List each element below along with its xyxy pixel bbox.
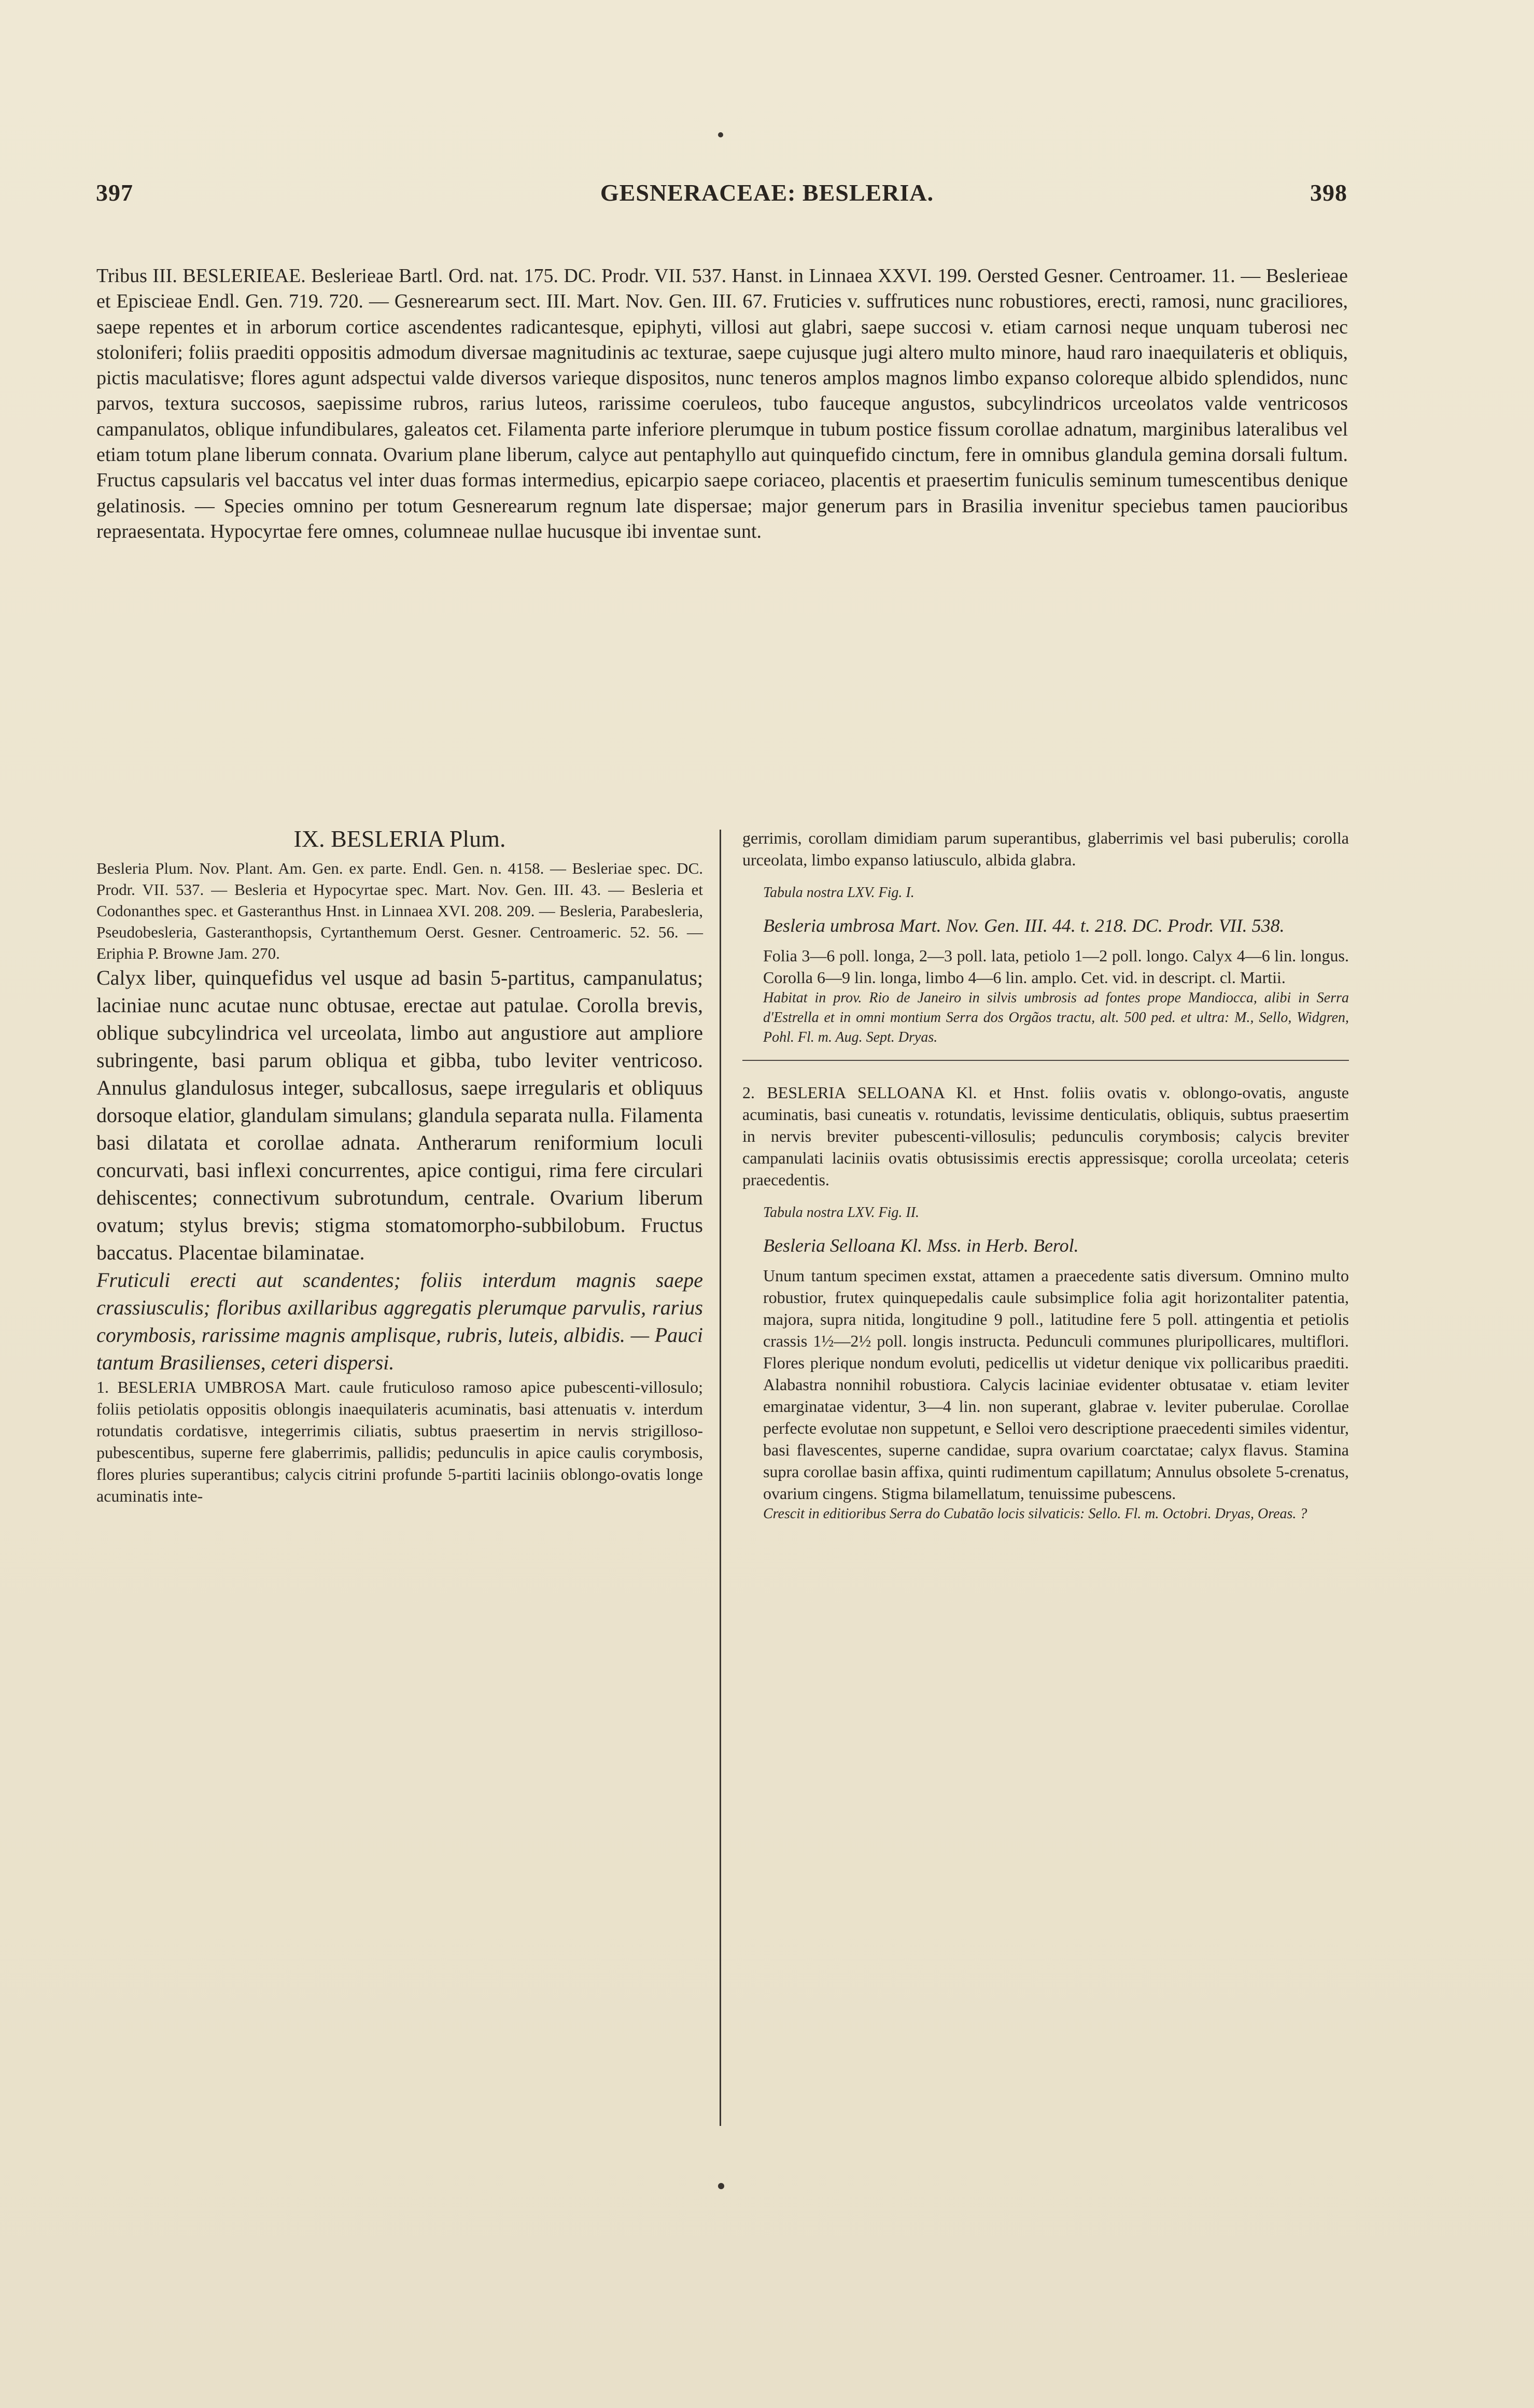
species-2-habitat: Crescit in editioribus Serra do Cubatão locis silvaticis: Sello. Fl. m. Octobri. Dryas, Oreas. ? — [763, 1506, 1307, 1522]
species-1-description: Folia 3—6 poll. longa, 2—3 poll. lata, petiolo 1—2 poll. longo. Calyx 4—6 lin. longus. Corolla 6—9 lin. longa, limbo 4—6 lin. amplo. Cet. vid. in descript. cl. Martii. — [763, 946, 1349, 987]
species-1-plate-reference: Tabula nostra LXV. Fig. I. — [763, 885, 914, 901]
column-divider — [720, 830, 721, 2126]
ink-dot — [718, 132, 723, 137]
species-2-synonym: Besleria Selloana Kl. Mss. in Herb. Berol. — [763, 1235, 1079, 1256]
right-column — [742, 827, 1349, 1524]
species-2-diagnosis: 2. BESLERIA SELLOANA Kl. et Hnst. foliis ovatis v. oblongo-ovatis, anguste acuminatis, basi cuneatis v. rotundatis, levissime denticulatis, obliquis, subtus praesertim in nervis breviter pubescenti-villosulis; pedunculis corymbosis; calycis breviter campanulati laciniis ovatis obtusissimis erectis appressisque; corolla urceolata; ceteris praecedentis. — [742, 1083, 1349, 1189]
species-2-description: Unum tantum specimen exstat, attamen a praecedente satis diversum. Omnino multo robustior, frutex quinquepedalis caule subsimplice folia agit horizontaliter patentia, majora, supra nitida, longitudine 9 poll., latitudine fere 5 poll. attingentia et petiolis crassis 1½—2½ poll. longis instructa. Pedunculi communes pluripollicares, multiflori. Flores plerique nondum evoluti, pedicellis ut videtur denique vix pollicaribus praediti. Alabastra nonnihil robustiora. Calycis laciniae evidenter obtusatae v. etiam leviter emarginatae videntur, 3—4 lin. non superant, glabrae v. leviter puberulae. Corollae perfecte evolutae non suppetunt, e Selloi vero descriptione praecedenti similes videntur, basi flavescentes, superne candidae, supra ovarium coarctatae; calyx flavus. Stamina supra corollae basin affixa, quinti rudimentum capillatum; Annulus obsolete 5-crenatus, ovarium cingens. Stigma bilamellatum, tenuissime pubescens. — [763, 1266, 1349, 1503]
ink-dot — [718, 2183, 724, 2189]
running-title: GESNERACEAE: BESLERIA. — [600, 179, 934, 206]
species-1-habitat: Habitat in prov. Rio de Janeiro in silvis umbrosis ad fontes prope Mandiocca, alibi in Serra d'Estrella et in omni montium Serra dos Orgãos tractu, alt. 500 ped. et ultra: M., Sello, Widgren, Pohl. Fl. m. Aug. Sept. Dryas. — [763, 990, 1349, 1045]
species-1-synonym: Besleria umbrosa Mart. Nov. Gen. III. 44. t. 218. DC. Prodr. VII. 538. — [763, 915, 1285, 936]
genus-heading: IX. BESLERIA Plum. — [293, 825, 506, 852]
genus-synonymy: Besleria Plum. Nov. Plant. Am. Gen. ex parte. Endl. Gen. n. 4158. — Besleriae spec. DC. Prodr. VII. 537. — Besleria et Hypocyrtae spec. Mart. Nov. Gen. III. 43. — Besleria et Codonanthes spec. et Gasteranthus Hnst. in Linnaea XVI. 208. 209. — Besleria, Parabesleria, Pseudobesleria, Gasteranthopsis, Cyrtanthemum Oerst. Gesner. Centroameric. 52. 56. — Eriphia P. Browne Jam. 270. — [96, 859, 703, 962]
species-1-diagnosis: 1. BESLERIA UMBROSA Mart. caule fruticuloso ramoso apice pubescenti-villosulo; foliis petiolatis oppositis oblongis inaequilateris acuminatis, basi attenuatis v. interdum rotundatis cordatisve, integerrimis ciliatis, subtus praesertim in nervis strigilloso-pubescentibus, superne fere glaberrimis, pallidis; pedunculis in apice caulis corymbosis, flores pluries superantibus; calycis citrini profunde 5-partiti laciniis oblongo-ovatis longe acuminatis inte- — [96, 1378, 703, 1505]
left-column — [96, 827, 703, 1507]
section-rule — [742, 1060, 1349, 1061]
tribe-introduction — [96, 263, 1348, 544]
page-number-left: 397 — [96, 179, 133, 206]
genus-habit: Fruticuli erecti aut scandentes; foliis interdum magnis saepe crassiusculis; floribus axillaribus aggregatis plerumque parvulis, rarius corymbosis, rarissime magnis amplisque, rubris, luteis, albidis. — Pauci tantum Brasilienses, ceteri dispersi. — [96, 1268, 703, 1374]
species-2-plate-reference: Tabula nostra LXV. Fig. II. — [763, 1205, 920, 1221]
page-number-right: 398 — [1310, 179, 1347, 206]
genus-description: Calyx liber, quinquefidus vel usque ad basin 5-partitus, campanulatus; laciniae nunc acutae nunc obtusae, erectae aut patulae. Corolla brevis, oblique subcylindrica vel urceolata, limbo aut angustiore aut ampliore subringente, basi parum obliqua et gibba, tubo leviter ventricoso. Annulus glandulosus integer, subcallosus, saepe irregularis et obliquus dorsoque elatior, glandulam simulans; glandula separata nulla. Filamenta basi dilatata et corollae adnata. Antherarum reniformium loculi concurvati, basi inflexi concurrentes, apice contigui, rima fere circulari dehiscentes; connectivum subrotundum, centrale. Ovarium liberum ovatum; stylus brevis; stigma stomatomorpho-subbilobum. Fructus baccatus. Placentae bilaminatae. — [96, 966, 703, 1264]
species-1-diagnosis-continued: gerrimis, corollam dimidiam parum superantibus, glaberrimis vel basi puberulis; corolla urceolata, limbo expanso latiusculo, albida glabra. — [742, 829, 1349, 869]
intro-paragraph: Tribus III. BESLERIEAE. Beslerieae Bartl. Ord. nat. 175. DC. Prodr. VII. 537. Hanst. in Linnaea XXVI. 199. Oersted Gesner. Centroamer. 11. — Beslerieae et Episcieae Endl. Gen. 719. 720. — Gesnerearum sect. III. Mart. Nov. Gen. III. 67. Fruticies v. suffrutices nunc robustiores, erecti, ramosi, nunc graciliores, saepe repentes et in arborum cortice ascendentes radicantesque, epiphyti, villosi aut glabri, saepe succosi v. etiam carnosi neque unquam tuberosi nec stoloniferi; foliis praediti oppositis admodum diversae magnitudinis ac texturae, saepe cujusque jugi altero multo minore, haud raro inaequilateris et obliquis, pictis maculatisve; flores agunt adspectui valde diversos varieque dispositos, nunc teneros amplos magnos limbo expanso coloreque albido splendidos, nunc parvos, textura succosos, saepissime rubros, rarius luteos, rarissime coeruleos, tubo fauceque angustos, subcylindricos urceolatos valde ventricosos campanulatos, oblique infundibulares, galeatos cet. Filamenta parte inferiore plerumque in tubum postice fissum corollae adnatum, marginibus lateralibus vel etiam totum plane liberum connata. Ovarium plane liberum, calyce aut pentaphyllo aut quinquefido cinctum, fere in omnibus glandula gemina dorsali fultum. Fructus capsularis vel baccatus vel inter duas formas intermedius, epicarpio saepe coriaceo, placentis et praesertim funiculis seminum tumescentibus denique gelatinosis. — Species omnino per totum Gesnerearum regnum late dispersae; major generum pars in Brasilia invenitur speciebus tamen paucioribus repraesentata. Hypocyrtae fere omnes, columneae nullae hucusque ibi inventae sunt. — [96, 265, 1348, 542]
